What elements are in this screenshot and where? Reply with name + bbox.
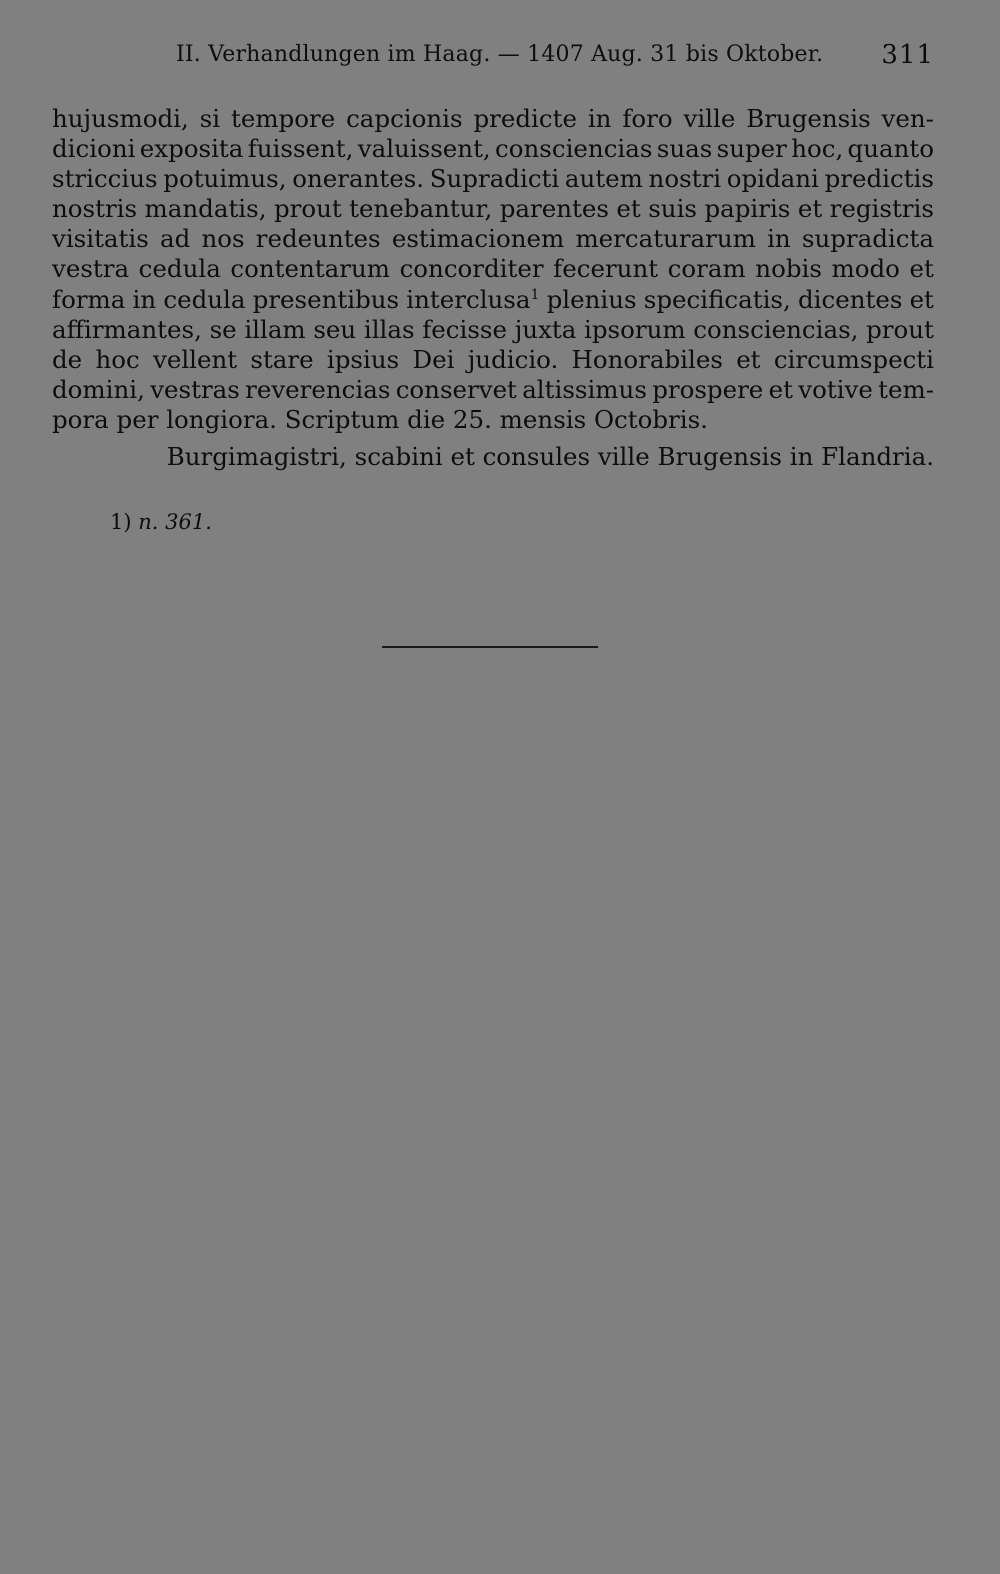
- text-line: [52, 254, 934, 284]
- text-line: [52, 194, 934, 224]
- word: vellent: [152, 344, 238, 374]
- word: conservet: [395, 374, 517, 404]
- end-rule: [382, 646, 598, 648]
- word: et: [797, 194, 823, 224]
- word: illam: [244, 314, 306, 344]
- word: et: [768, 374, 793, 404]
- word: ville: [683, 104, 736, 133]
- word: papiris: [704, 194, 791, 224]
- word: potuimus,: [163, 164, 287, 194]
- word: de: [52, 344, 83, 374]
- footnote-number: 1): [110, 510, 132, 534]
- word: et: [736, 344, 761, 374]
- word: suis: [648, 194, 697, 224]
- text-line-with-footnote: [52, 285, 934, 315]
- footnote-reference: n. 361.: [138, 510, 212, 534]
- word: dicentes: [797, 284, 903, 314]
- word: exposita: [139, 134, 244, 164]
- word: modo: [831, 254, 900, 284]
- word: et: [616, 194, 641, 224]
- word: juxta: [514, 314, 577, 344]
- word: plenius: [546, 284, 637, 314]
- signature-line: Burgimagistri, scabini et consules ville Brugensis in Flandria.: [166, 442, 934, 471]
- word: foro: [622, 104, 673, 133]
- text-line: [52, 345, 934, 375]
- word: circumspecti: [773, 344, 934, 374]
- text-line: [52, 134, 934, 164]
- word: tem-: [878, 374, 934, 404]
- word: nobis: [755, 254, 822, 284]
- word: ven-: [881, 104, 934, 133]
- word: visitatis: [52, 224, 149, 254]
- word: autem: [564, 164, 643, 194]
- word: Brugensis: [746, 104, 871, 133]
- word: redeuntes: [255, 224, 381, 254]
- word: ipsius: [326, 344, 400, 374]
- word: prout: [273, 194, 342, 224]
- word: specificatis,: [643, 284, 791, 314]
- word: domini,: [52, 374, 145, 404]
- page-header: [52, 40, 934, 76]
- word: et: [909, 254, 934, 284]
- word: dicioni: [52, 134, 136, 164]
- text-line-last: pora per longiora. Scriptum die 25. mensis Octobris.: [52, 404, 708, 434]
- word: estimacionem: [391, 224, 565, 254]
- word: tenebantur,: [349, 194, 493, 224]
- word: seu: [313, 314, 357, 344]
- word: super: [716, 134, 787, 164]
- word: striccius: [52, 164, 158, 194]
- word: ipsorum: [584, 314, 686, 344]
- word: vestras: [150, 374, 240, 404]
- word: in: [767, 224, 791, 254]
- word: affirmantes,: [52, 314, 202, 344]
- word: in: [587, 104, 612, 133]
- word: nostri: [648, 164, 722, 194]
- word: prospere: [652, 374, 764, 404]
- word: interclusa$^1$: [406, 284, 540, 314]
- word: fecerunt: [553, 254, 659, 284]
- word: consciencias,: [693, 314, 859, 344]
- word: tempore: [230, 104, 336, 133]
- word: illas: [363, 314, 415, 344]
- word: hoc,: [791, 134, 844, 164]
- word: cedula: [138, 254, 221, 284]
- word: Dei: [412, 344, 455, 374]
- word: coram: [667, 254, 746, 284]
- word: capcionis: [346, 104, 463, 133]
- word: in: [132, 284, 157, 314]
- word: reverencias: [245, 374, 391, 404]
- footnote-marker: 1: [530, 286, 540, 303]
- word: suas: [656, 134, 713, 164]
- word: predicte: [473, 104, 577, 133]
- word: ad: [159, 224, 191, 254]
- word: stare: [250, 344, 314, 374]
- word: mandatis,: [144, 194, 267, 224]
- word: nostris: [52, 194, 138, 224]
- word: hoc: [95, 344, 140, 374]
- word: hujusmodi,: [52, 104, 189, 133]
- page-number: 311: [881, 40, 934, 70]
- text-line: [52, 164, 934, 194]
- word: vestra: [52, 254, 130, 284]
- word: Supradicti: [429, 164, 560, 194]
- word: judicio.: [467, 344, 559, 374]
- word: fecisse: [422, 314, 508, 344]
- text-line: [52, 224, 934, 254]
- word: votive: [798, 374, 873, 404]
- body-text: [52, 104, 934, 435]
- word: se: [209, 314, 237, 344]
- word: presentibus: [252, 284, 400, 314]
- word: onerantes.: [292, 164, 425, 194]
- word: prout: [866, 314, 934, 344]
- footnote: [110, 510, 212, 534]
- text-line: [52, 104, 934, 134]
- word: nos: [201, 224, 245, 254]
- word: parentes: [499, 194, 609, 224]
- word: et: [909, 284, 934, 314]
- word: supradicta: [801, 224, 934, 254]
- word: altissimus: [522, 374, 647, 404]
- word: registris: [829, 194, 934, 224]
- word: Honorabiles: [571, 344, 723, 374]
- word: quanto: [847, 134, 934, 164]
- word: si: [199, 104, 221, 133]
- word: fuissent,: [247, 134, 354, 164]
- word: concorditer: [399, 254, 544, 284]
- running-head: II. Verhandlungen im Haag. — 1407 Aug. 31 bis Oktober.: [176, 42, 824, 67]
- word: contentarum: [230, 254, 390, 284]
- word: mercaturarum: [575, 224, 756, 254]
- word: consciencias: [495, 134, 653, 164]
- text-line: [52, 375, 934, 405]
- word: forma: [52, 284, 126, 314]
- word: opidani: [726, 164, 819, 194]
- word: predictis: [824, 164, 934, 194]
- word: cedula: [163, 284, 246, 314]
- word: valuissent,: [357, 134, 491, 164]
- text-line: [52, 315, 934, 345]
